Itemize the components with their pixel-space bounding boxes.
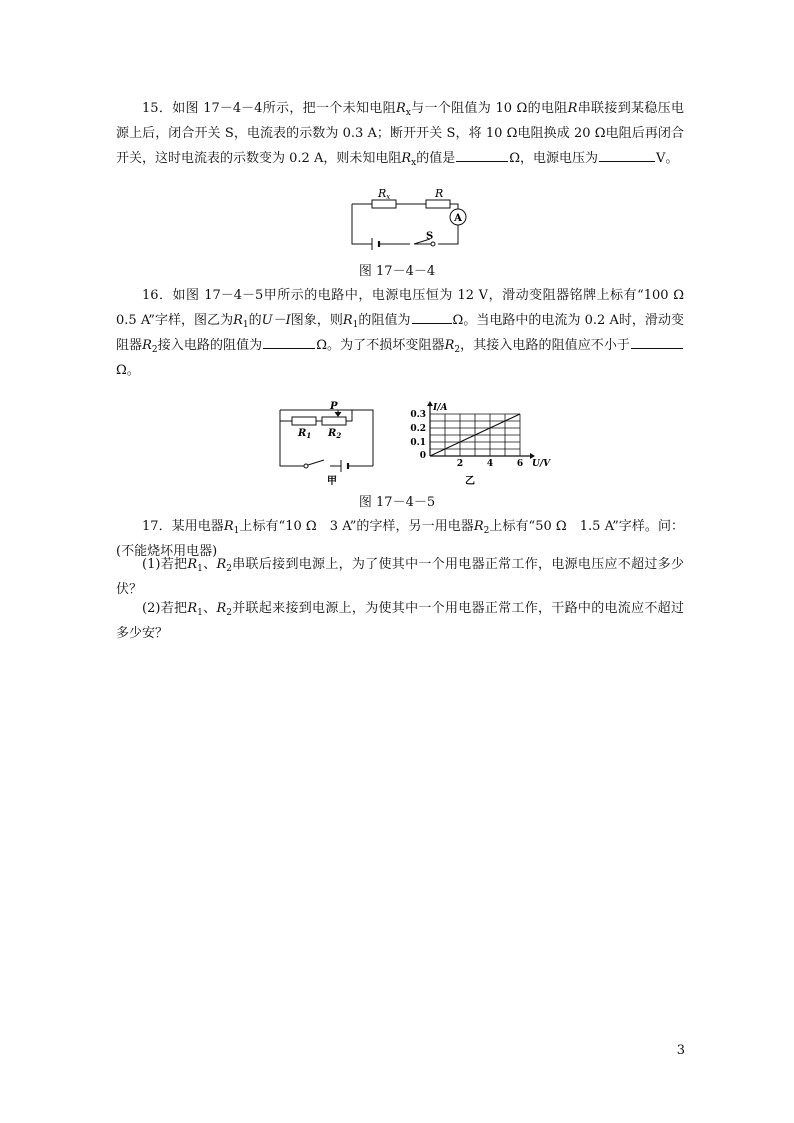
q15-fig-label-switch: S	[426, 231, 434, 242]
q16-blank-min[interactable]	[631, 334, 683, 349]
q15-fig-label-rx-sub: x	[386, 193, 391, 201]
svg-text:R2	[327, 428, 341, 440]
q16-fig-label-yi: 乙	[465, 476, 475, 487]
q17-p1-r2-sub: 2	[226, 564, 232, 574]
q17-p1-b: 串联后接到电源上，为了使其中一个用电器正常工作，电源电压应不超过多少伏？	[116, 557, 684, 597]
q17-p2-r2-symbol: R	[216, 601, 227, 616]
q16-paragraph	[116, 283, 698, 383]
q16-text-b: 的	[248, 313, 262, 328]
chart-y-axis-label: I/A	[433, 403, 448, 413]
q16-ui-label: U－I	[261, 313, 291, 328]
q15-text-b: 与一个阻值为 10 Ω的电阻	[410, 101, 568, 116]
q16-fig-label-p: P	[330, 401, 338, 412]
chart-y-tick-label: 0.2	[410, 424, 426, 434]
q16-switch-icon	[308, 460, 324, 465]
caption-17-4-5: 图 17－4－5	[358, 495, 436, 510]
q16-r2-sub-2: 2	[454, 345, 461, 355]
q16-r1-sub-2: 1	[352, 320, 359, 330]
chart-x-tick-label: 4	[486, 459, 494, 469]
chart-x-axis-label: U/V	[532, 459, 551, 469]
q17-p1-a: (1)若把	[142, 557, 188, 572]
q17-p1-sep: 、	[202, 557, 217, 572]
q17-p2-r1-sub: 1	[197, 608, 203, 618]
q17-p1-r1-symbol: R	[187, 557, 198, 572]
q17-p2-r2-sub: 2	[226, 608, 232, 618]
q16-fig-label-r2-sub: 2	[336, 431, 342, 440]
q16-blank-r1[interactable]	[412, 309, 452, 324]
q17-part-2	[116, 596, 684, 646]
q15-r-symbol: R	[567, 101, 578, 116]
q15-rx-sub: x	[405, 108, 411, 118]
q17-r1-sub: 1	[233, 526, 240, 536]
caption-17-4-4: 图 17－4－4	[358, 264, 436, 279]
q17-part-1	[116, 552, 684, 602]
q16-switch-contact	[304, 464, 308, 468]
q16-fig-label-r1: R	[298, 428, 307, 439]
q15-text-f: V。	[656, 151, 679, 166]
q16-r1-symbol-2: R	[342, 313, 353, 328]
q16-text-g: Ω。为了不损坏变阻器	[316, 338, 445, 353]
chart-x-tick-label: 2	[456, 459, 464, 469]
q16-wire-top	[280, 410, 373, 466]
q15-rx-symbol: R	[395, 101, 406, 116]
q17-text-c: 上标有“50 Ω 1.5 A”字样。问：(不能烧坏用电器)	[116, 519, 684, 559]
q15-wire-right	[438, 225, 458, 244]
q15-fig-label-r: R	[435, 187, 444, 200]
q16-r2-symbol: R	[142, 338, 152, 353]
q15-text-c: 串联接到某稳压电源上后，闭合开关 S，电流表的示数为 0.3 A；断开开关 S，将 10 Ω电阻换成 20 Ω电阻后再闭合开关，这时电流表的示数变为 0.2 A，则未知电阻	[116, 101, 684, 166]
q15-text-a: 15．如图 17－4－4所示，把一个未知电阻	[142, 101, 396, 116]
q16-text-i: Ω。	[116, 363, 140, 378]
svg-text:Rx	[377, 187, 390, 201]
q17-r2-sub: 2	[483, 526, 490, 536]
chart-x-tick-label: 6	[516, 459, 524, 469]
page-number: 3	[676, 1043, 685, 1058]
q16-resistor-r1	[292, 417, 316, 425]
figure-17-4-4-circuit	[350, 186, 472, 248]
q15-rx-sub-2: x	[411, 158, 417, 168]
chart-x-tick-label: 0	[419, 451, 426, 461]
q15-blank-voltage[interactable]	[599, 147, 655, 162]
q16-text-c: 图象，则	[290, 313, 343, 328]
q15-switch-contact	[431, 242, 435, 246]
q16-r1-symbol: R	[233, 313, 243, 328]
svg-text:R1	[297, 428, 311, 440]
q16-r2-symbol-2: R	[444, 338, 455, 353]
q15-fig-label-rx: R	[378, 187, 387, 200]
q15-resistor-r	[426, 200, 450, 208]
q17-r2-symbol: R	[473, 519, 484, 534]
figure-17-4-5-yi-chart	[404, 403, 551, 488]
q15-text-d: 的值是	[416, 151, 456, 166]
q17-text-b: 上标有“10 Ω 3 A”的字样，另一用电器	[239, 519, 474, 534]
q17-p2-sep: 、	[202, 601, 217, 616]
q17-p1-r2-symbol: R	[216, 557, 227, 572]
q15-fig-label-ammeter: A	[454, 213, 462, 224]
q17-p1-r1-sub: 1	[197, 564, 203, 574]
q15-blank-resistance[interactable]	[456, 147, 508, 162]
q16-text-d: 的阻值为	[358, 313, 411, 328]
q17-text-a: 17．某用电器	[142, 519, 224, 534]
q15-rx-symbol-2: R	[401, 151, 412, 166]
q15-paragraph	[116, 96, 684, 171]
q16-r2-sub: 2	[151, 345, 158, 355]
chart-y-tick-label: 0.1	[410, 438, 426, 448]
q17-p2-a: (2)若把	[142, 601, 188, 616]
q17-r1-symbol: R	[223, 519, 234, 534]
q16-text-h: ，其接入电路的阻值应不小于	[460, 338, 630, 353]
q16-fig-label-jia: 甲	[327, 476, 337, 487]
q16-r1-sub: 1	[242, 320, 249, 330]
q16-text-a: 16．如图 17－4－5甲所示的电路中，电源电压恒为 12 V，滑动变阻器铭牌上标有“100 Ω 0.5 A”字样，图乙为	[116, 288, 698, 328]
q15-text-e: Ω，电源电压为	[509, 151, 598, 166]
figure-17-4-5-jia-circuit	[278, 401, 380, 490]
q17-p2-b: 并联起来接到电源上，为使其中一个用电器正常工作，干路中的电流应不超过多少安？	[116, 601, 684, 641]
q16-text-e: Ω。当电路中的电流为 0.2 A时，滑动变阻器	[116, 313, 684, 353]
q16-blank-r2[interactable]	[263, 334, 315, 349]
chart-y-tick-label: 0.3	[410, 410, 426, 420]
q16-fig-label-r1-sub: 1	[306, 431, 312, 440]
q17-p2-r1-symbol: R	[187, 601, 198, 616]
q16-fig-label-r2: R	[328, 428, 337, 439]
q16-resistor-r2	[322, 417, 346, 425]
q15-resistor-rx	[372, 200, 396, 208]
q15-wire-bottom	[352, 204, 434, 244]
q16-text-f: 接入电路的阻值为	[157, 338, 263, 353]
